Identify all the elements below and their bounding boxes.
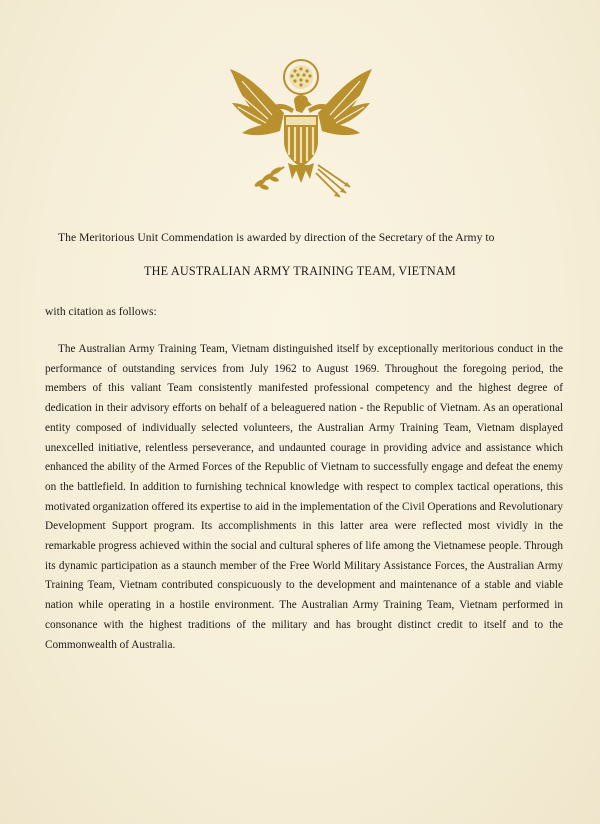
citation-text: The Australian Army Training Team, Vietnam distinguished itself by exceptionally meritorious conduct in the performance of outstanding services from July 1962 to August 1969. Throughout the foregoing period, the members of this valiant Team consistently manifested professional competency and the highest degree of dedication in their advisory efforts on behalf of a beleaguered nation - the Republic of Vietnam. As an operational entity composed of individually selected volunteers, the Australian Army Training Team, Vietnam displayed unexcelled initiative, relentless perseverance, and undaunted courage in providing advice and assistance which enhanced the ability of the Armed Forces of the Republic of Vietnam to successfully engage and defeat the enemy on the battlefield. In addition to furnishing technical knowledge with respect to complex tactical operations, this motivated organization offered its expertise to aid in the implementation of the Civil Operations and Revolutionary Development Support program. Its accomplishments in this latter area were reflected most vividly in the remarkable progress achieved within the social and cultural spheres of life among the Vietnamese people. Through its dynamic participation as a staunch member of the Free World Military Assistance Forces, the Australian Army Training Team, Vietnam contributed conspicuously to the development and maintenance of a stable and viable nation while operating in a hostile environment. The Australian Army Training Team, Vietnam performed in consonance with the highest traditions of the military and has brought distinct credit to itself and to the Commonwealth of Australia. — [45, 343, 563, 651]
citation-lead: with citation as follows: — [45, 305, 157, 318]
unit-name-heading: THE AUSTRALIAN ARMY TRAINING TEAM, VIETNAM — [144, 264, 456, 278]
eagle-seal-icon — [222, 55, 380, 215]
commendation-intro: The Meritorious Unit Commendation is awarded by direction of the Secretary of the Army to — [58, 231, 495, 244]
